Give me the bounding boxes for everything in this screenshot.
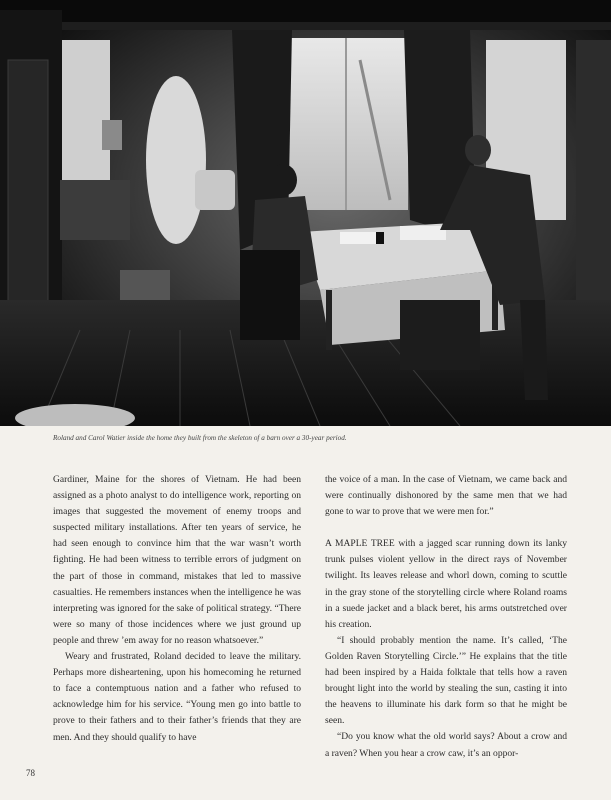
paragraph: Weary and frustrated, Roland decided to leave the military. Perhaps more disheartening, upon his homecoming he returned to face a contemptuous nation and a father who refused to acknowledge him for his service. “Young men go into battle to prove to their fathers and to their father’s friends that they are men. And they should qualify to have (53, 651, 301, 743)
paragraph: Gardiner, Maine for the shores of Vietnam. He had been assigned as a photo analyst to do intelligence work, reporting on images that suggested the movement of enemy troops and suspected military installations. After ten years of service, he had seen enough to convince him that the war wasn’t worth fighting. He had been witness to terrible errors of judgment on the part of those in command, mistakes that led to massive casualties. He remembers instances when the intelligence he was interpreting was ignored for the sake of political strategy. “There were so many of those incidences where we just ground up people and threw ’em away for no reason whatsoever.” (53, 474, 301, 646)
page-number: 78 (26, 768, 35, 778)
article-column-right (325, 472, 567, 762)
photo-caption: Roland and Carol Watier inside the home they built from the skeleton of a barn over a 30-year period. (53, 434, 347, 442)
paragraph: “Do you know what the old world says? About a crow and a raven? When you hear a crow caw, it’s an oppor- (325, 731, 567, 759)
article-column-left (53, 472, 301, 746)
standing-person (465, 135, 491, 165)
paragraph: A MAPLE TREE with a jagged scar running down its lanky trunk pulses violent yellow in the direct rays of November twilight. Its leaves release and whorl down, coming to scuttle in the gray stone of the storytelling circle where Roland roams in a suede jacket and a black beret, his arms outstretched over his creation. (325, 538, 567, 630)
paragraph: “I should probably mention the name. It’s called, ‘The Golden Raven Storytelling Circle.’” He explains that the title had been inspired by a Haida folktale that tells how a raven brought light into the world by stealing the sun, casting it into the heavens to illuminate his dark form so that he might be seen. (325, 634, 567, 727)
seated-person (269, 164, 297, 196)
paragraph: the voice of a man. In the case of Vietnam, we came back and were continually dishonored by the same men that we had gone to war to prove that we were men for.” (325, 474, 567, 518)
oval-window (146, 76, 206, 244)
